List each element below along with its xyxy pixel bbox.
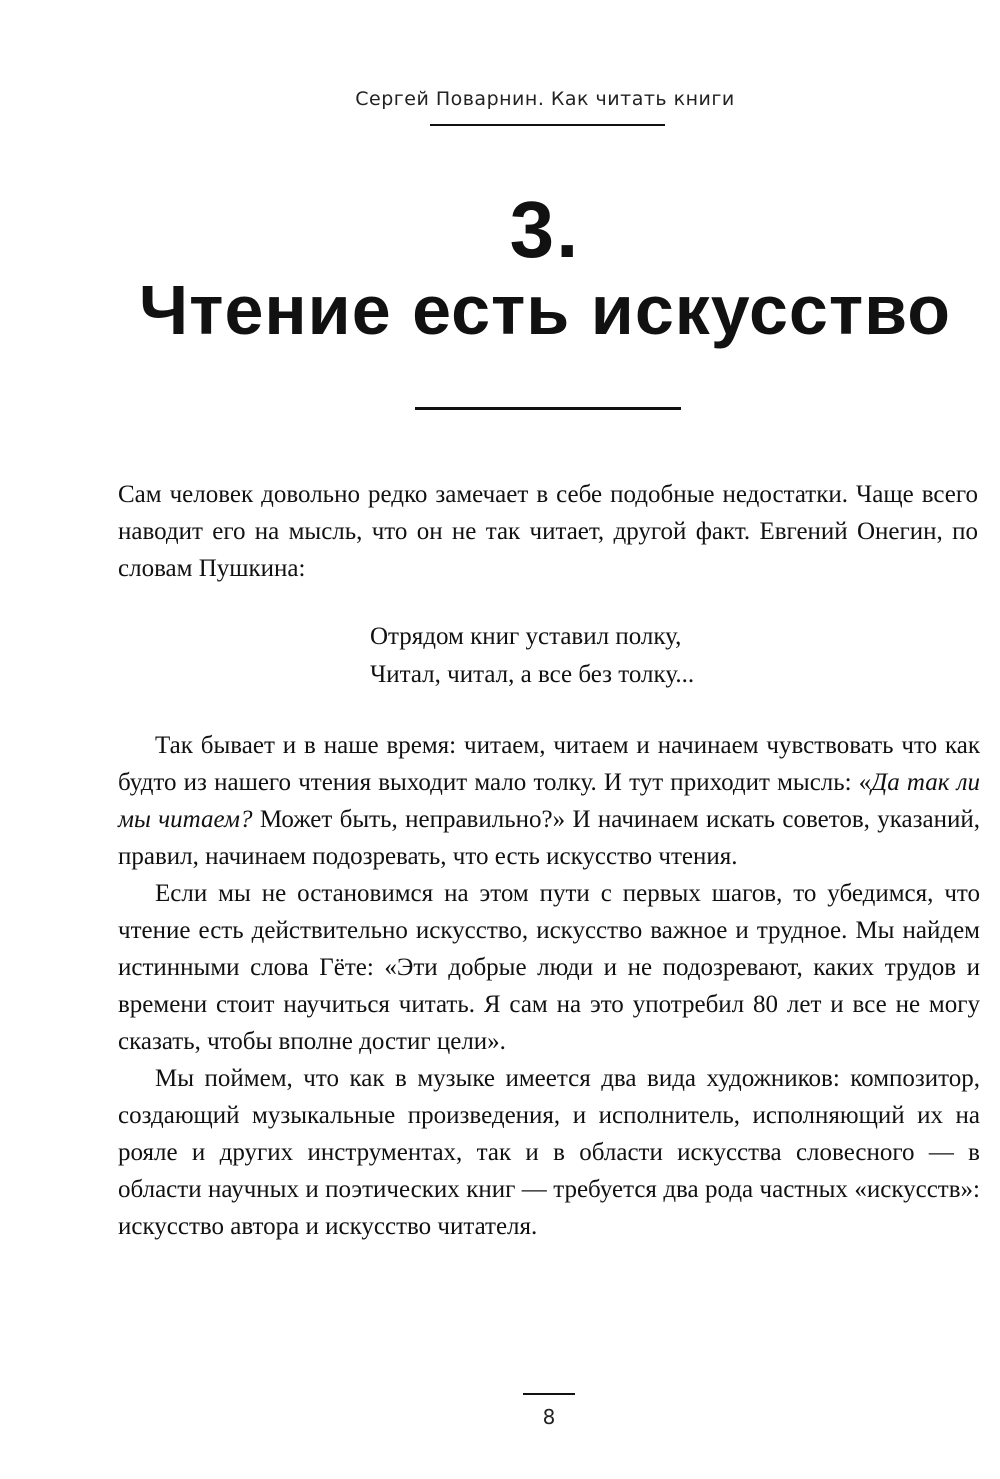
chapter-title: Чтение есть искусство [139,271,951,349]
verse-quote [370,618,870,694]
paragraph-3: Мы поймем, что как в музыке имеется два вида художников: композитор, создающий музыкальные произведения, и исполнитель, исполняющий их на рояле и других инструментах, так и в области искусства словесного — в области научных и поэтических книг — требуется два рода частных «искусств»: искусство автора и искусство читателя. [118,1065,980,1240]
paragraph-1-end: Может быть, неправильно?» И начинаем искать советов, указаний, правил, начинаем подозревать, что есть искусство чтения. [118,806,980,870]
paragraph-2: Если мы не остановимся на этом пути с первых шагов, то убедимся, что чтение есть действительно искусство, искусство важное и трудное. Мы найдем истинными слова Гёте: «Эти добрые люди и не подозревают, каких трудов и времени стоит научиться читать. Я сам на это употребил 80 лет и все не могу сказать, чтобы вполне достиг цели». [118,880,980,1055]
running-head: Сергей Поварнин. Как читать книги [355,88,735,110]
paragraph-1 [118,727,980,875]
paragraph-1-start: Так бывает и в наше время: читаем, читаем и начинаем чувствовать что как будто из нашего чтения выходит мало толку. И тут приходит мысль: « [118,732,980,796]
verse-line-2: Читал, читал, а все без толку... [370,661,695,688]
header-divider [430,124,665,126]
page-number: 8 [542,1405,556,1429]
body-text [118,727,980,1245]
title-divider [415,407,681,410]
verse-line-1: Отрядом книг уставил полку, [370,623,682,650]
chapter-number: 3. [509,185,581,274]
footer-divider [523,1393,575,1395]
intro-paragraph: Сам человек довольно редко замечает в себе подобные недостатки. Чаще всего наводит его на мысль, что он не так читает, другой факт. Евгений Онегин, по словам Пушкина: [118,481,978,582]
paragraph-1-italic: Да так ли мы читаем? [118,769,980,833]
